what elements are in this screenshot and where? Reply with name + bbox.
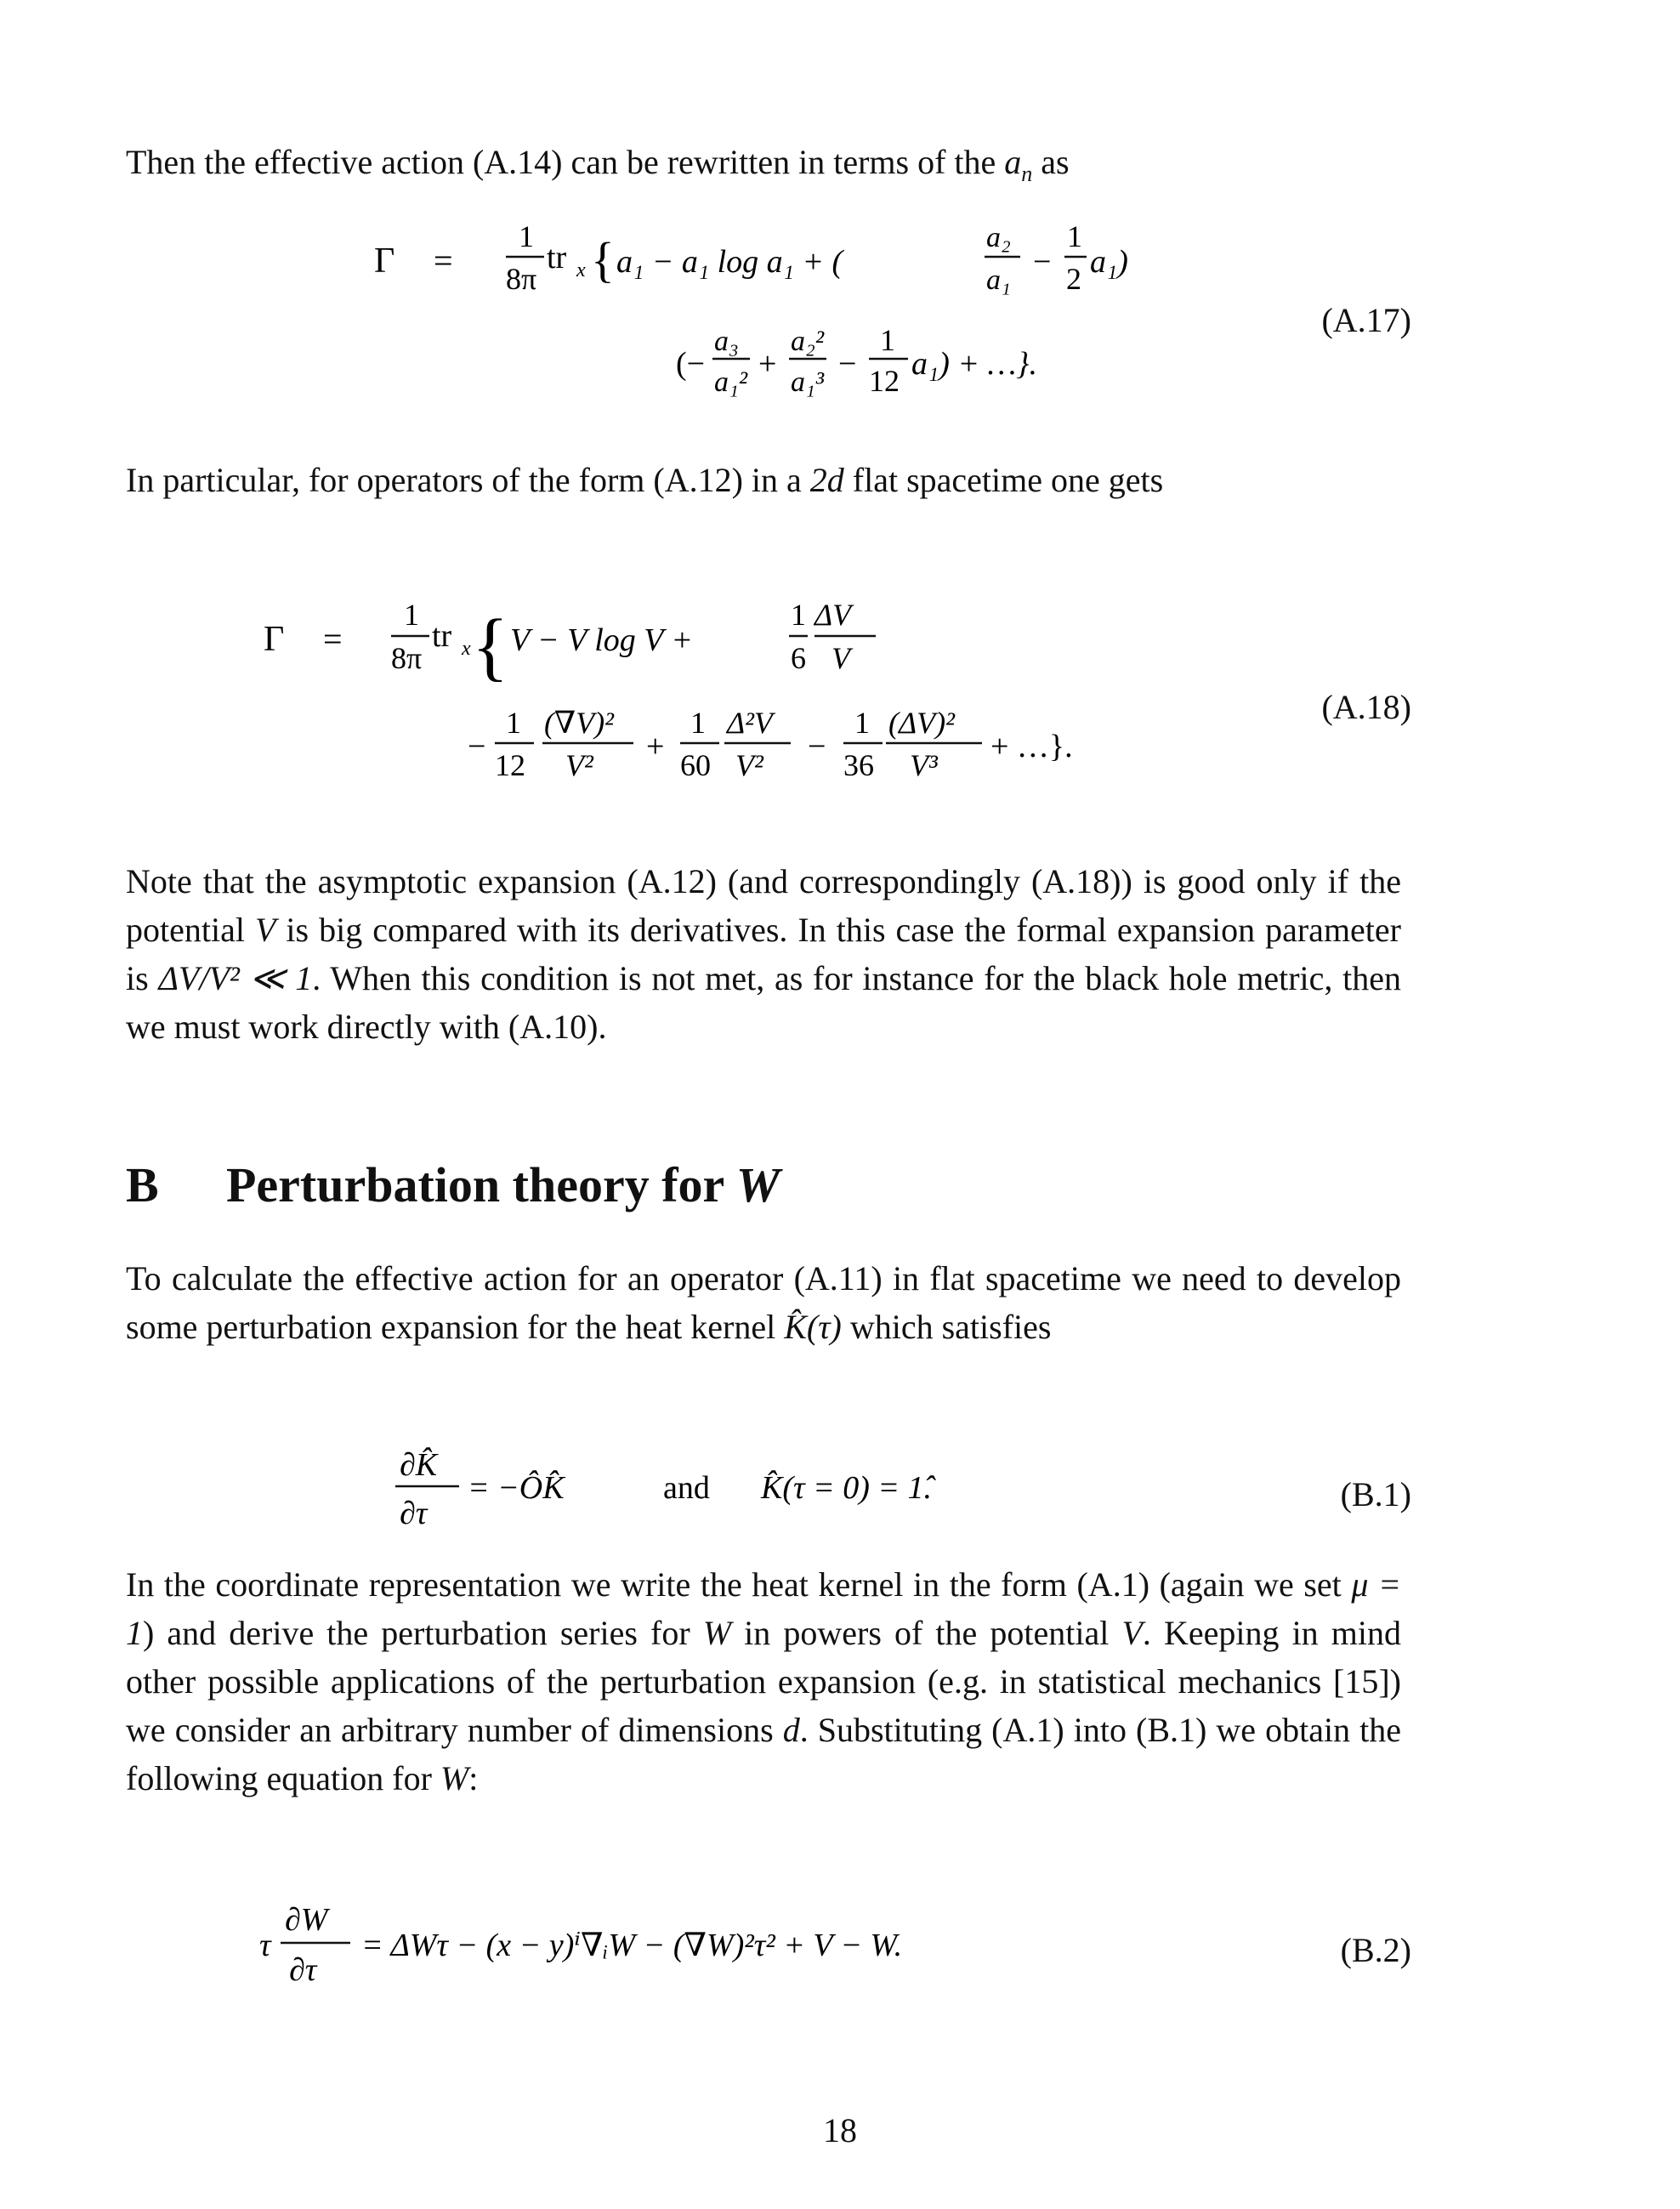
equation-a18	[119, 587, 1411, 842]
equation-number: (B.1)	[1340, 1475, 1411, 1513]
trace-subscript: x	[576, 259, 586, 281]
equation-b2-svg	[119, 1892, 1411, 1994]
fraction-denominator: V³	[910, 748, 938, 782]
open-brace: {	[472, 605, 509, 689]
fraction-numerator: a₂²	[791, 326, 825, 357]
fraction-numerator: 1	[506, 706, 521, 740]
paragraph-2d-case: In particular, for operators of the form (A.12) in a 2d flat spacetime one gets	[126, 461, 1164, 499]
fraction-denominator: 12	[495, 748, 525, 782]
fraction-numerator: 1	[791, 598, 806, 632]
fraction-denominator: V	[831, 641, 850, 675]
gamma-symbol: Γ	[374, 241, 395, 281]
fraction-denominator: a₁²	[714, 366, 748, 398]
equation-a18-svg	[119, 587, 1411, 842]
fraction-numerator: (ΔV)²	[888, 706, 955, 740]
equation-a17-line1: a₁ − a₁ log a₁ + (	[616, 244, 843, 280]
equation-a17-svg	[119, 213, 1411, 408]
minus-sign: −	[1033, 244, 1052, 280]
fraction-denominator: V²	[735, 748, 763, 782]
equation-b1-svg	[119, 1437, 1411, 1539]
equals-sign: =	[323, 620, 343, 658]
equation-a17-line2-open: (−	[676, 346, 706, 382]
fraction-denominator: a₁	[986, 264, 1011, 296]
minus-sign: −	[468, 729, 486, 764]
equation-a18-line1: V − V log V +	[510, 622, 693, 658]
equation-number: (A.17)	[1321, 301, 1411, 339]
fraction-numerator: 1	[690, 706, 706, 740]
fraction-denominator: 8π	[391, 641, 423, 675]
equation-a17-line1-end: a₁)	[1090, 244, 1128, 280]
equation-number: (A.18)	[1321, 688, 1411, 726]
paragraph-heat-kernel: To calculate the effective action for an operator (A.11) in flat spacetime we need to develop some perturbation expansion for the heat kernel K̂(τ) which satisfies	[126, 1259, 1401, 1346]
fraction-denominator: V²	[565, 748, 593, 782]
equation-a17-line2-end: a₁) + …}.	[911, 346, 1037, 382]
tau-symbol: τ	[259, 1928, 271, 1963]
trace-operator: tr	[547, 240, 567, 275]
fraction-numerator: 1	[854, 706, 870, 740]
fraction-numerator: a₃	[714, 326, 739, 357]
paragraph-coordinate-representation: In the coordinate representation we write the heat kernel in the form (A.1) (again we set μ = 1) and derive the perturbation series for W in powers of the potential V. Keeping in mind other possible applications of the perturbation expansion (e.g. in statistical mechanics [15]) we consider an arbitrary number of dimensions d. Substituting (A.1) into (B.1) we obtain the following equation for W:	[126, 1565, 1402, 1797]
initial-condition: K̂(τ = 0) = 1̂.	[761, 1470, 933, 1506]
fraction-denominator: 2	[1066, 262, 1081, 296]
fraction-numerator: (∇V)²	[544, 706, 614, 740]
a-n-symbol: $a_n$	[1004, 143, 1033, 186]
section-title-variable: W	[735, 1157, 780, 1212]
paragraph-intro: Then the effective action (A.14) can be rewritten in terms of the $a_n$ as	[126, 143, 1070, 186]
fraction-denominator: 8π	[506, 262, 537, 296]
plus-sign: +	[646, 729, 665, 764]
paragraph-asymptotic-note: Note that the asymptotic expansion (A.12) (and correspondingly (A.18)) is good only if the potential V is big compared with its derivatives. In this case the formal expansion parameter is ΔV/V² ≪ 1. When this condition is not met, as for instance for the black hole metric, then we must work directly with (A.10).	[126, 862, 1401, 1046]
fraction-numerator: ∂K̂	[400, 1447, 438, 1483]
equation-a18-line2-end: + …}.	[990, 729, 1073, 764]
equation-b1-rhs: = −ÔK̂	[468, 1470, 565, 1506]
minus-sign: −	[808, 729, 826, 764]
trace-operator: tr	[432, 618, 452, 654]
section-heading	[126, 1156, 780, 1213]
fraction-numerator: 1	[519, 219, 534, 253]
fraction-denominator: 6	[791, 641, 806, 675]
open-brace: {	[591, 232, 615, 287]
equation-b2	[119, 1892, 1411, 1994]
fraction-denominator: 36	[843, 748, 874, 782]
equation-b2-rhs: = ΔWτ − (x − y)ⁱ∇ᵢW − (∇W)²τ² + V − W.	[361, 1928, 903, 1963]
equals-sign: =	[434, 241, 453, 280]
plus-sign: +	[758, 346, 777, 382]
page-number: 18	[823, 2111, 857, 2149]
trace-subscript: x	[462, 638, 471, 660]
equation-b1	[119, 1437, 1411, 1539]
fraction-numerator: ΔV	[814, 598, 852, 632]
conjunction-text: and	[663, 1470, 710, 1506]
fraction-denominator: ∂τ	[289, 1952, 317, 1988]
equation-number: (B.2)	[1340, 1931, 1411, 1969]
section-title-text: Perturbation theory for	[226, 1157, 736, 1212]
fraction-numerator: 1	[404, 598, 419, 632]
fraction-numerator: 1	[880, 323, 895, 357]
section-number: B	[126, 1157, 159, 1212]
fraction-denominator: 12	[869, 364, 900, 398]
fraction-numerator: a₂	[986, 222, 1011, 253]
gamma-symbol: Γ	[264, 620, 285, 659]
fraction-denominator: 60	[680, 748, 711, 782]
fraction-denominator: a₁³	[791, 366, 825, 398]
fraction-numerator: Δ²V	[727, 706, 773, 740]
fraction-denominator: ∂τ	[400, 1496, 428, 1531]
fraction-numerator: 1	[1067, 219, 1082, 253]
equation-a17	[119, 213, 1411, 408]
minus-sign: −	[838, 346, 857, 382]
fraction-numerator: ∂W	[285, 1902, 328, 1938]
